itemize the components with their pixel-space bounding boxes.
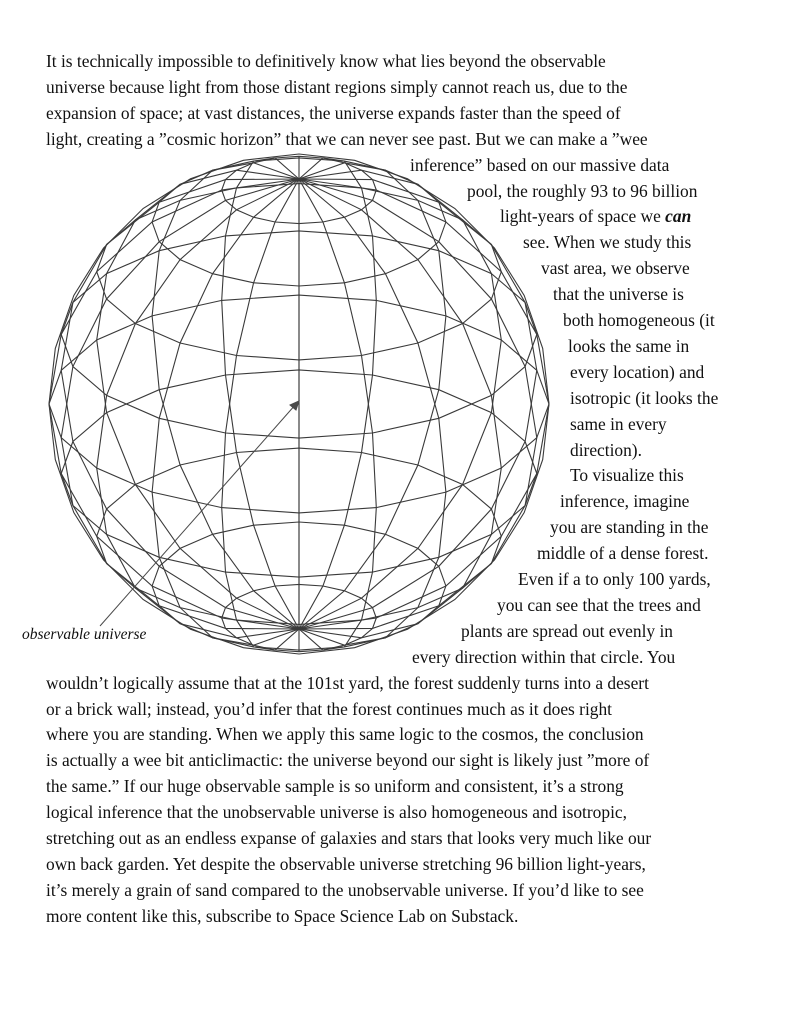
emphasis-word: can: [665, 206, 692, 227]
text-line: every direction within that circle. You: [412, 646, 676, 667]
text-line: same in every: [570, 413, 667, 434]
text-line: light-years of space we can: [500, 206, 692, 227]
text-line: middle of a dense forest.: [537, 543, 709, 564]
text-line: see. When we study this: [523, 232, 692, 253]
text-line: universe because light from those distant regions simply cannot reach us, due to the: [46, 76, 628, 97]
text-line: direction).: [570, 439, 642, 460]
meridian-line: [299, 158, 376, 629]
text-line: expansion of space; at vast distances, the universe expands faster than the speed of: [46, 102, 621, 123]
meridian-line: [222, 179, 299, 650]
text-line: both homogeneous (it: [563, 310, 715, 330]
text-line: is actually a wee bit anticlimactic: the universe beyond our sight is likely just ”more of: [46, 750, 650, 771]
pointer-arrow: [100, 401, 299, 626]
figure-caption: observable universe: [22, 626, 147, 643]
text-line: Even if a to only 100 yards,: [518, 569, 711, 589]
text-line: pool, the roughly 93 to 96 billion: [467, 180, 698, 201]
text-line: isotropic (it looks the: [570, 387, 719, 408]
text-line: looks the same in: [568, 335, 690, 356]
text-line: inference” based on our massive data: [410, 154, 670, 175]
text-line: that the universe is: [553, 284, 684, 305]
text-line: or a brick wall; instead, you’d infer that the forest continues much as it does right: [46, 698, 613, 719]
text-line: stretching out as an endless expanse of galaxies and stars that looks very much like our: [46, 828, 652, 848]
text-line: It is technically impossible to definitively know what lies beyond the observable: [46, 51, 606, 71]
meridian-line: [299, 179, 549, 629]
meridian-line: [299, 179, 376, 650]
text-line: plants are spread out evenly in: [461, 620, 673, 641]
text-line: light, creating a ”cosmic horizon” that we can never see past. But we can make a ”wee: [46, 128, 648, 149]
meridian-line: [222, 158, 299, 629]
text-line: more content like this, subscribe to Space Science Lab on Substack.: [46, 905, 519, 926]
text-line: you can see that the trees and: [497, 594, 701, 615]
text-line: logical inference that the unobservable universe is also homogeneous and isotropic,: [46, 802, 627, 823]
text-line: wouldn’t logically assume that at the 101st yard, the forest suddenly turns into a desert: [46, 672, 649, 693]
wireframe-sphere: [49, 154, 549, 654]
text-line: vast area, we observe: [541, 258, 690, 279]
text-line: where you are standing. When we apply this same logic to the cosmos, the conclusion: [46, 724, 644, 745]
meridian-line: [49, 179, 299, 629]
text-line: the same.” If our huge observable sample is so uniform and consistent, it’s a strong: [46, 776, 624, 797]
text-line: it’s merely a grain of sand compared to the unobservable universe. If you’d like to see: [46, 879, 644, 900]
text-line: To visualize this: [570, 465, 684, 486]
text-line: inference, imagine: [560, 491, 690, 512]
text-line: every location) and: [570, 361, 705, 382]
text-line: you are standing in the: [550, 517, 709, 538]
text-line: own back garden. Yet despite the observable universe stretching 96 billion light-years,: [46, 853, 646, 874]
